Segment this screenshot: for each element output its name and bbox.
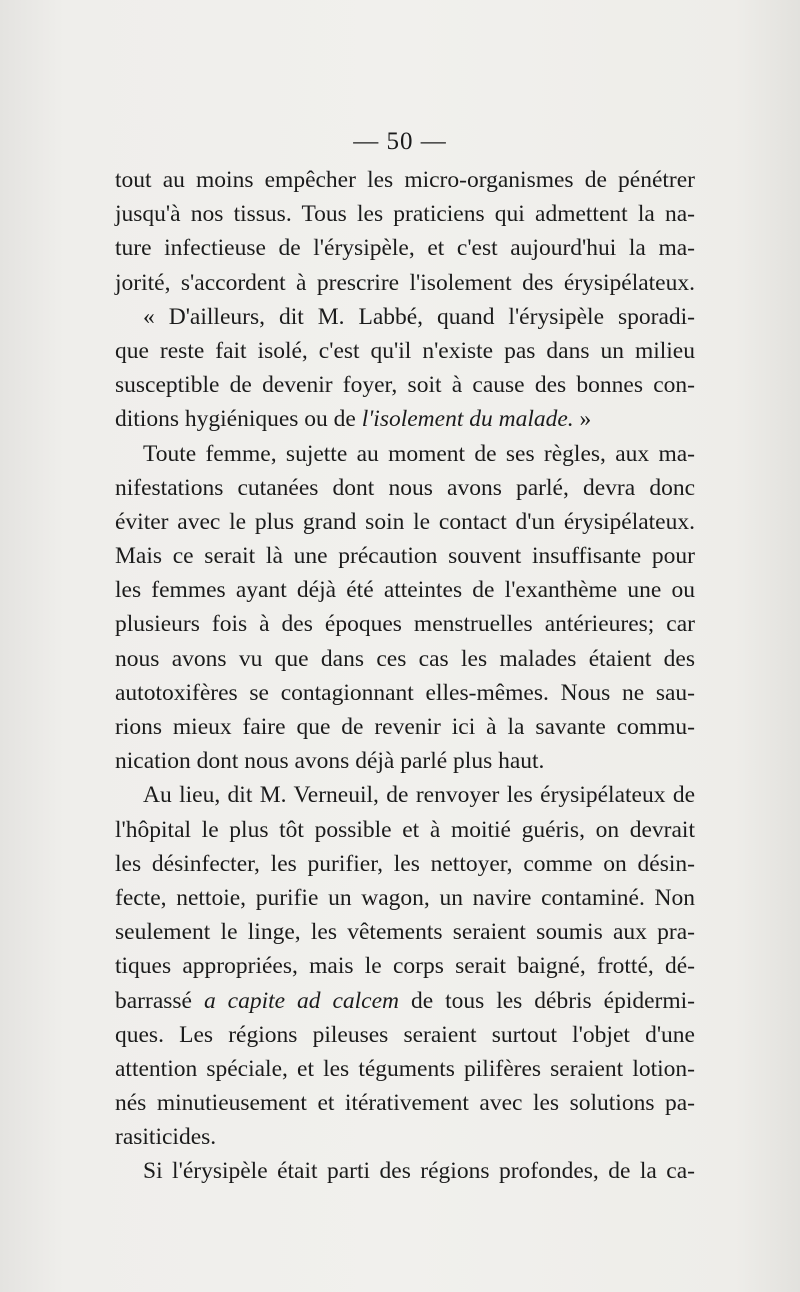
text-line: attention spéciale, et les téguments pilifères seraient lotion- [115, 1055, 695, 1082]
text-line: jusqu'à nos tissus. Tous les praticiens qui admettent la na- [115, 201, 695, 228]
text-line: nous avons vu que dans ces cas les malades étaient des [115, 645, 695, 672]
text-line: nication dont nous avons déjà parlé plus haut. [115, 748, 545, 775]
text-line: autotoxifères se contagionnant elles-mêmes. Nous ne sau- [115, 679, 695, 706]
text-line: l'hôpital le plus tôt possible et à moitié guéris, on devrait [115, 816, 695, 843]
text-line [115, 402, 695, 436]
text-line: Mais ce serait là une précaution souvent insuffisante pour [115, 543, 695, 570]
text-line: rions mieux faire que de revenir ici à la savante commu- [115, 714, 695, 740]
text-line: les désinfecter, les purifier, les nettoyer, comme on désin- [115, 850, 695, 877]
text-line: seulement le linge, les vêtements seraient soumis aux pra- [115, 919, 695, 946]
text-line [115, 984, 695, 1018]
text-line: susceptible de devenir foyer, soit à cause des bonnes con- [115, 372, 695, 399]
italic-text: a capite ad calcem [203, 987, 399, 1014]
paragraph [115, 1154, 695, 1188]
text-line: tiques appropriées, mais le corps serait baigné, frotté, dé- [115, 953, 695, 980]
text-run: ditions hygiéniques ou de [115, 406, 362, 433]
text-line: que reste fait isolé, c'est qu'il n'existe pas dans un milieu [115, 337, 695, 364]
text-line: Si l'érysipèle était parti des régions profondes, de la ca- [143, 1158, 695, 1185]
page-number: — 50 — [353, 128, 447, 155]
paragraph [115, 300, 695, 437]
text-run: barrassé [115, 987, 204, 1014]
text-line: ques. Les régions pileuses seraient surtout l'objet d'une [115, 1021, 695, 1048]
closing-quote: » [573, 406, 592, 433]
text-line: rasiticides. [115, 1124, 217, 1151]
text-line: tout au moins empêcher les micro-organismes de pénétrer [115, 167, 695, 193]
text-line: Toute femme, sujette au moment de ses règles, aux ma- [143, 440, 695, 467]
text-line: plusieurs fois à des époques menstruelles antérieures; car [115, 611, 695, 638]
text-run: de tous les débris épidermi- [399, 987, 695, 1014]
text-line: « D'ailleurs, dit M. Labbé, quand l'érysipèle sporadi- [143, 303, 695, 330]
paragraph [115, 437, 695, 779]
text-line: jorité, s'accordent à prescrire l'isolement des érysipélateux. [115, 269, 695, 296]
italic-text: l'isolement du malade. [361, 406, 574, 433]
paragraph [115, 163, 695, 300]
text-line: nés minutieusement et itérativement avec les solutions pa- [115, 1090, 695, 1117]
text-line: les femmes ayant déjà été atteintes de l'exanthème une ou [115, 577, 695, 604]
body-text [115, 163, 695, 1189]
paragraph [115, 778, 695, 1154]
text-line: éviter avec le plus grand soin le contact d'un érysipélateux. [115, 508, 695, 535]
text-line: ture infectieuse de l'érysipèle, et c'est aujourd'hui la ma- [115, 235, 695, 262]
text-line: fecte, nettoie, purifie un wagon, un navire contaminé. Non [115, 884, 695, 911]
text-line: Au lieu, dit M. Verneuil, de renvoyer les érysipélateux de [143, 782, 695, 809]
text-line: nifestations cutanées dont nous avons parlé, devra donc [115, 474, 695, 501]
